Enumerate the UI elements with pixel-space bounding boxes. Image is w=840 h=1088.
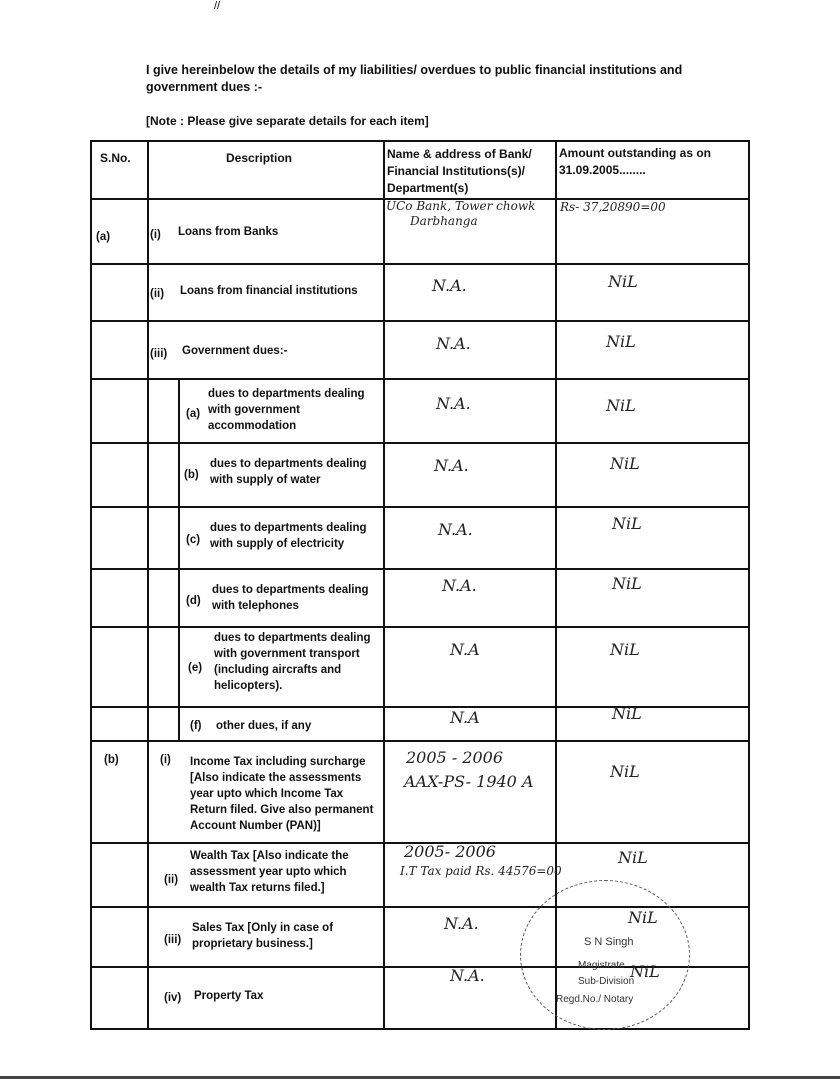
amount-value: NiL — [610, 762, 640, 781]
row-divider — [90, 740, 750, 742]
row-number: (iii) — [150, 348, 168, 360]
row-description: Loans from financial institutions — [180, 285, 358, 297]
bank-value: N.A. — [434, 456, 469, 475]
header-sno: S.No. — [100, 151, 131, 165]
amount-value: NiL — [630, 962, 660, 981]
tax-paid: I.T Tax paid Rs. 44576=00 — [400, 864, 562, 878]
notary-stamp — [520, 880, 690, 1030]
amount-value: NiL — [608, 272, 638, 291]
bank-value: N.A. — [432, 276, 467, 295]
bank-value: N.A. — [450, 966, 485, 985]
row-divider — [90, 442, 750, 444]
row-number: (c) — [186, 534, 201, 546]
col-divider — [178, 380, 180, 740]
row-number: (ii) — [164, 874, 179, 886]
amount-value: NiL — [610, 454, 640, 473]
bank-value: N.A. — [438, 520, 473, 539]
row-divider — [90, 626, 750, 628]
stamp-line: Magistrate — [578, 960, 625, 971]
bank-address: Darbhanga — [410, 214, 478, 228]
row-number: (iv) — [164, 992, 182, 1004]
row-number: (b) — [184, 469, 199, 481]
amount-value: NiL — [618, 848, 648, 867]
section-a-label: (a) — [96, 231, 111, 243]
row-description: dues to departments dealing with supply of electricity — [210, 522, 367, 550]
row-number: (a) — [186, 408, 201, 420]
amount-value: NiL — [628, 908, 658, 927]
amount-value: Rs- 37,20890=00 — [560, 200, 666, 214]
section-b-label: (b) — [104, 754, 119, 766]
scan-edge — [0, 1076, 840, 1079]
row-description: dues to departments dealing with supply of water — [210, 458, 367, 486]
row-divider — [90, 263, 750, 265]
bank-value: N.A. — [442, 576, 477, 595]
amount-value: NiL — [612, 704, 642, 723]
row-description: dues to departments dealing with government transport (including aircrafts and helicopters). — [214, 632, 371, 692]
intro-text: I give hereinbelow the details of my liabilities/ overdues to public financial institutions and government dues :- — [146, 63, 683, 94]
amount-value: NiL — [612, 514, 642, 533]
row-divider — [90, 568, 750, 570]
bank-name: UCo Bank, Tower chowk — [386, 199, 536, 213]
row-divider — [90, 378, 750, 380]
row-number: (e) — [188, 662, 203, 674]
bank-value: N.A. — [436, 394, 471, 413]
row-divider — [90, 706, 750, 708]
bank-value: N.A — [450, 640, 480, 659]
row-description: Loans from Banks — [178, 226, 279, 238]
header-amount: Amount outstanding as on 31.09.2005........ — [559, 146, 711, 177]
col-divider — [147, 140, 149, 1030]
stamp-name: S N Singh — [584, 936, 634, 948]
bank-value: N.A — [450, 708, 480, 727]
row-description: Income Tax including surcharge [Also indicate the assessments year upto which Income Tax Return filed. Give also permanent Account Number (PAN)] — [190, 756, 374, 832]
amount-value: NiL — [612, 574, 642, 593]
assessment-year: 2005 - 2006 — [406, 748, 504, 767]
col-divider — [383, 140, 385, 1030]
row-number: (ii) — [150, 288, 165, 300]
row-number: (f) — [190, 720, 202, 732]
row-description: other dues, if any — [216, 720, 312, 732]
row-description: Sales Tax [Only in case of proprietary business.] — [192, 922, 334, 950]
row-description: dues to departments dealing with government accommodation — [208, 388, 365, 432]
row-description: dues to departments dealing with telephones — [212, 584, 369, 612]
note-text: [Note : Please give separate details for each item] — [146, 114, 429, 128]
amount-value: NiL — [610, 640, 640, 659]
row-divider — [90, 506, 750, 508]
stamp-line: Regd.No./ Notary — [556, 994, 634, 1005]
top-mark: // — [214, 0, 221, 12]
amount-value: NiL — [606, 396, 636, 415]
row-description: Government dues:- — [182, 345, 288, 357]
bank-value: N.A. — [444, 914, 479, 933]
stamp-line: Sub-Division — [578, 976, 635, 987]
header-description: Description — [226, 151, 293, 165]
header-name-address: Name & address of Bank/ Financial Institutions(s)/ Department(s) — [387, 147, 532, 195]
row-number: (d) — [186, 595, 201, 607]
row-number: (iii) — [164, 934, 182, 946]
bank-value: N.A. — [436, 334, 471, 353]
row-number: (i) — [150, 229, 161, 241]
row-divider — [90, 320, 750, 322]
pan-number: AAX-PS- 1940 A — [404, 772, 534, 791]
assessment-year: 2005- 2006 — [404, 842, 496, 861]
row-description: Property Tax — [194, 990, 264, 1002]
amount-value: NiL — [606, 332, 636, 351]
row-number: (i) — [160, 754, 171, 766]
row-description: Wealth Tax [Also indicate the assessment year upto which wealth Tax returns filed.] — [190, 850, 349, 894]
